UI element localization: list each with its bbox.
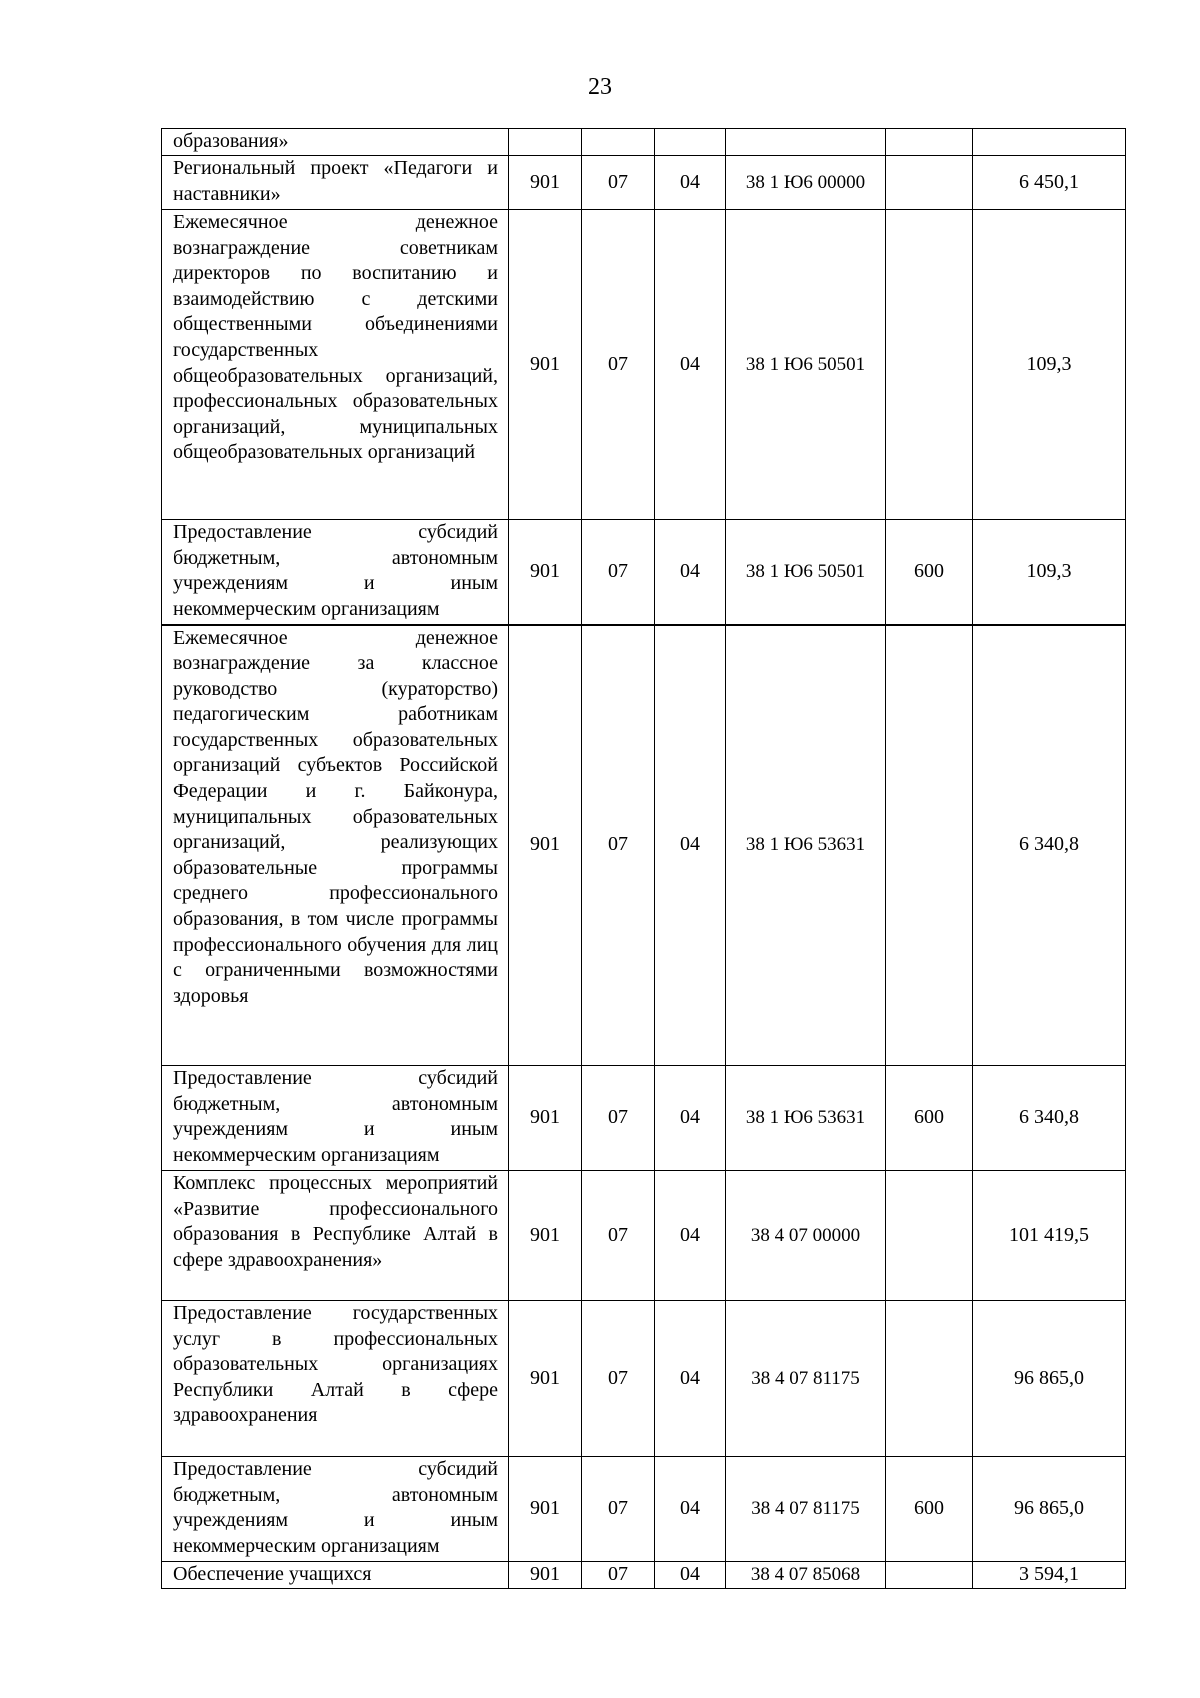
table-row [162, 156, 1126, 210]
table-row [162, 1066, 1126, 1171]
row-section-code: 07 [582, 520, 655, 625]
row-subsection-code: 04 [655, 156, 726, 210]
row-ministry-code: 901 [509, 1457, 582, 1562]
row-ministry-code: 901 [509, 156, 582, 210]
row-ministry-code [509, 129, 582, 156]
row-expense-type-code [886, 1171, 973, 1301]
row-section-code: 07 [582, 1457, 655, 1562]
row-section-code: 07 [582, 210, 655, 520]
row-subsection-code: 04 [655, 625, 726, 1066]
row-description: Обеспечение учащихся [162, 1562, 509, 1589]
row-ministry-code: 901 [509, 625, 582, 1066]
row-subsection-code: 04 [655, 1457, 726, 1562]
row-expense-type-code: 600 [886, 520, 973, 625]
row-subsection-code: 04 [655, 1066, 726, 1171]
table-row [162, 625, 1126, 1066]
row-subsection-code: 04 [655, 1171, 726, 1301]
row-target-article-code: 38 1 Ю6 50501 [726, 520, 886, 625]
row-subsection-code: 04 [655, 1301, 726, 1457]
row-target-article-code [726, 129, 886, 156]
row-description: Комплекс процессных мероприятий «Развитие профессионального образования в Республике Алтай в сфере здравоохранения» [162, 1171, 509, 1301]
row-amount [973, 129, 1126, 156]
row-section-code: 07 [582, 156, 655, 210]
row-target-article-code: 38 4 07 81175 [726, 1457, 886, 1562]
row-amount: 109,3 [973, 520, 1126, 625]
row-ministry-code: 901 [509, 1171, 582, 1301]
row-ministry-code: 901 [509, 210, 582, 520]
budget-table [161, 128, 1126, 1589]
table-row [162, 129, 1126, 156]
row-amount: 101 419,5 [973, 1171, 1126, 1301]
row-description: Предоставление субсидий бюджетным, автономным учреждениям и иным некоммерческим организациям [162, 1457, 509, 1562]
row-target-article-code: 38 1 Ю6 53631 [726, 1066, 886, 1171]
row-section-code: 07 [582, 1562, 655, 1589]
row-amount: 109,3 [973, 210, 1126, 520]
row-ministry-code: 901 [509, 1301, 582, 1457]
row-subsection-code: 04 [655, 1562, 726, 1589]
row-section-code [582, 129, 655, 156]
row-amount: 96 865,0 [973, 1301, 1126, 1457]
row-description: Предоставление субсидий бюджетным, автономным учреждениям и иным некоммерческим организациям [162, 1066, 509, 1171]
row-expense-type-code [886, 1562, 973, 1589]
row-description: Предоставление государственных услуг в профессиональных образовательных организациях Республики Алтай в сфере здравоохранения [162, 1301, 509, 1457]
table-row [162, 210, 1126, 520]
row-subsection-code: 04 [655, 210, 726, 520]
row-expense-type-code: 600 [886, 1066, 973, 1171]
row-target-article-code: 38 1 Ю6 50501 [726, 210, 886, 520]
row-amount: 6 450,1 [973, 156, 1126, 210]
table-row [162, 1457, 1126, 1562]
row-subsection-code: 04 [655, 520, 726, 625]
row-target-article-code: 38 1 Ю6 53631 [726, 625, 886, 1066]
row-ministry-code: 901 [509, 1562, 582, 1589]
row-description: Ежемесячное денежное вознаграждение за классное руководство (кураторство) педагогическим работникам государственных образовательных организаций субъектов Российской Федерации и г. Байконура, муниципальных образовательных организаций, реализующих образовательные программы среднего профессионального образования, в том числе программы профессионального обучения для лиц с ограниченными возможностями здоровья [162, 625, 509, 1066]
row-expense-type-code: 600 [886, 1457, 973, 1562]
table-body [162, 129, 1126, 1589]
row-expense-type-code [886, 156, 973, 210]
row-section-code: 07 [582, 1171, 655, 1301]
row-description: Региональный проект «Педагоги и наставники» [162, 156, 509, 210]
row-description: Предоставление субсидий бюджетным, автономным учреждениям и иным некоммерческим организациям [162, 520, 509, 625]
row-target-article-code: 38 1 Ю6 00000 [726, 156, 886, 210]
row-expense-type-code [886, 625, 973, 1066]
row-amount: 96 865,0 [973, 1457, 1126, 1562]
table-row [162, 1562, 1126, 1589]
row-amount: 3 594,1 [973, 1562, 1126, 1589]
row-expense-type-code [886, 1301, 973, 1457]
row-subsection-code [655, 129, 726, 156]
table-row [162, 520, 1126, 625]
row-amount: 6 340,8 [973, 625, 1126, 1066]
row-target-article-code: 38 4 07 00000 [726, 1171, 886, 1301]
row-description: Ежемесячное денежное вознаграждение советникам директоров по воспитанию и взаимодействию с детскими общественными объединениями государственных общеобразовательных организаций, профессиональных образовательных организаций, муниципальных общеобразовательных организаций [162, 210, 509, 520]
table-row [162, 1301, 1126, 1457]
row-target-article-code: 38 4 07 81175 [726, 1301, 886, 1457]
row-amount: 6 340,8 [973, 1066, 1126, 1171]
row-target-article-code: 38 4 07 85068 [726, 1562, 886, 1589]
row-expense-type-code [886, 129, 973, 156]
row-description: образования» [162, 129, 509, 156]
table-row [162, 1171, 1126, 1301]
row-section-code: 07 [582, 1301, 655, 1457]
row-ministry-code: 901 [509, 520, 582, 625]
row-expense-type-code [886, 210, 973, 520]
row-section-code: 07 [582, 625, 655, 1066]
row-ministry-code: 901 [509, 1066, 582, 1171]
row-section-code: 07 [582, 1066, 655, 1171]
page-number: 23 [588, 74, 612, 100]
